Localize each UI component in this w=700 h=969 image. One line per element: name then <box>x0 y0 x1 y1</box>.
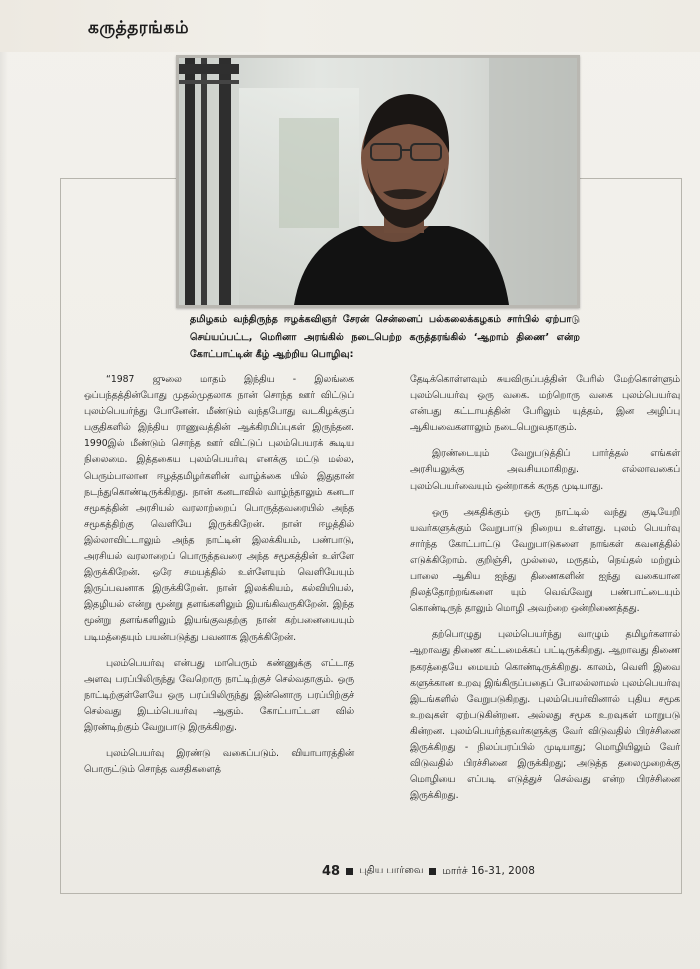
paragraph: தேடிக்கொள்ளவும் சுயவிருப்பத்தின் பேரில் மேற்கொள்ளும் புலம்பெயர்வு ஒரு வகை. மற்றொரு வகை புலம்பெயர்வு என்பது கட்டாயத்தின் பேரிலும் யுத்தம், இன அழிப்பு ஆகியவைகளாலும் நடைபெறுவதாகும். <box>410 374 680 434</box>
section-title: கருத்தரங்கம் <box>88 18 190 38</box>
paragraph: இரண்டையும் வேறுபடுத்திப் பார்த்தல் எங்கள் அரசியலுக்கு அவசியமாகிறது. எல்லாவகைப் புலம்பெயர்வையும் ஒன்றாகக் கருத முடியாது. <box>410 448 680 492</box>
portrait-photo <box>176 55 580 308</box>
page-number: 48 <box>322 863 341 879</box>
magazine-name: புதிய பார்வை <box>359 865 424 876</box>
photo-caption: தமிழகம் வந்திருந்த ஈழக்கவிஞர் சேரன் சென்னைப் பல்கலைக்கழகம் சார்பில் ஏற்பாடு செய்யப்பட்ட, மெரினா அரங்கில் நடைபெற்ற கருத்தரங்கில் ‘ஆறாம் திணை’ என்ற கோட்பாட்டின் கீழ் ஆற்றிய பொழிவு: <box>190 314 580 360</box>
page-edge-shadow <box>0 0 8 969</box>
page-footer <box>322 862 652 880</box>
paragraph: தற்பொழுது புலம்பெயர்ந்து வாழும் தமிழர்களால் ஆறாவது திணை கட்டமைக்கப் பட்டிருக்கிறது. ஆறாவது திணை நகரத்தையே மையம் கொண்டிருக்கிறது. காலம், வெளி இவை களுக்கான உறவு இங்கிருப்பதைப் போலல்லாமல் புலம்பெயர்வு இடங்களில் வேறுபடுகிறது. புலம்பெயர்வினால் புதிய சமூக உறவுகள் ஏற்படுகின்றன. அல்லது சமூக உறவுகள் மாறுபடு கின்றன. புலம்பெயர்ந்தவர்களுக்கு வேர் விடுவதில் பிரச்சினை இருக்கிறது - நிலப்பரப்பில் முடியாது; மொழியிலும் வேர் விடுவதில் பிரச்சினை இருக்கிறது; அடுத்த தலைமுறைக்கு மொழியை எப்படி எடுத்துச் செல்வது என்ற பிரச்சினை இருக்கிறது. <box>410 629 680 802</box>
square-bullet-icon <box>429 868 436 875</box>
article-column-left <box>84 372 354 778</box>
paragraph: ஒரு அகதிக்கும் ஒரு நாட்டில் வந்து குடியேறி யவர்களுக்கும் வேறுபாடு நிறைய உள்ளது. புலம் பெயர்வு சார்ந்த கோட்பாட்டு வேறுபாடுகளை நாங்கள் கவனத்தில் எடுக்கிறோம். குறிஞ்சி, முல்லை, மருதம், நெய்தல் மற்றும் பாலை ஆகிய ஐந்து திணைகளின் ஐந்து வகையான நிலத்தோற்றங்களை யும் வெவ்வேறு பண்பாட்டையும் கொண்டிருந் தாலும் மொழி அவற்றை ஒன்றிணைத்தது. <box>410 506 680 615</box>
issue-date: மார்ச் 16-31, 2008 <box>442 864 535 877</box>
portrait-photo-icon <box>179 58 577 305</box>
paragraph: “1987 ஜுலை மாதம் இந்திய - இலங்கை ஒப்பந்தத்தின்போது முதல்முதலாக நான் சொந்த ஊர் விட்டுப் புலம்பெயர்ந்து போனேன். மீண்டும் வந்தபோது வடகிழக்குப் பகுதிகளில் இந்திய ராணுவத்தின் ஆக்கிரமிப்புகள் இருந்தன. 1990இல் மீண்டும் சொந்த ஊர் விட்டுப் புலம்பெயரக் கூடிய நிலைமை. இத்தகைய புலம்பெயர்வு எனக்கு மட்டு மல்ல, பெரும்பாலான ஈழத்தமிழர்களின் வாழ்க்கை யில் இதுதான் நடந்துகொண்டிருக்கிறது. நான் கனடாவில் வாழ்ந்தாலும் கனடா சமூகத்தின் அரசியல் வரலாற்றைப் பொருத்தவரையில் அந்த சமூகத்திற்கு வெளியே இருக்கிறேன். நான் ஈழத்தில் இல்லாவிட்டாலும் அந்த நாட்டின் இலக்கியம், பண்பாடு, அரசியல் வரலாறைப் பொருத்தவரை அந்த சமூகத்தின் உள்ளே இருக்கிறேன். ஒரே சமயத்தில் உள்ளேயும் வெளியேயும் இருப்பவனாக இருக்கிறேன். நான் இலக்கியம், கல்வியியல், இதழியல் என்று மூன்று தளங்களிலும் இயங்கிவருகிறேன். இந்த மூன்று தளங்களிலும் இயங்குவதற்கு நான் கற்பனையையும் படிமத்தையும் பயன்படுத்து பவனாக இருக்கிறேன். <box>84 374 354 643</box>
article-column-right <box>410 372 680 804</box>
paragraph: புலம்பெயர்வு என்பது மாபெரும் கண்ணுக்கு எட்டாத அளவு பரப்பிலிருந்து வேறொரு நாட்டிற்குச் செல்வதாகும். ஒரு நாட்டிற்குள்ளேயே ஒரு பரப்பிலிருந்து இன்னொரு பரப்பிற்குச் செல்வது இடம்பெயர்வு ஆகும். கோட்பாட்டள வில் இரண்டிற்கும் வேறுபாடு இருக்கிறது. <box>84 657 354 733</box>
square-bullet-icon <box>346 868 353 875</box>
paragraph: புலம்பெயர்வு இரண்டு வகைப்படும். வியாபாரத்தின் பொருட்டும் சொந்த வசதிகளைத் <box>84 748 354 776</box>
